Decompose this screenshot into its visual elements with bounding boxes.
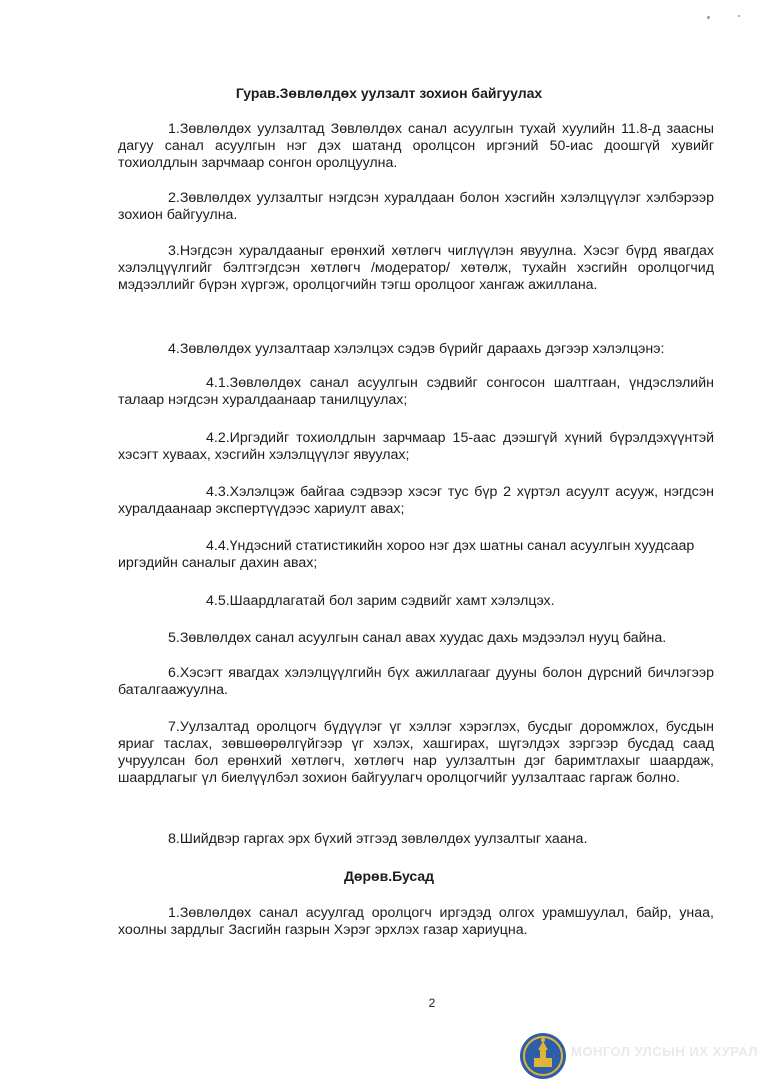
section-3-paragraph-4: 4.Зөвлөлдөх уулзалтаар хэлэлцэх сэдэв бүрийг дараахь дэгээр хэлэлцэнэ:: [168, 341, 665, 357]
section-3-paragraph-2: 2.Зөвлөлдөх уулзалтыг нэгдсэн хуралдаан болон хэсгийн хэлэлцүүлэг хэлбэрээр зохион байгуулна.: [118, 190, 714, 223]
section-3-paragraph-6: 6.Хэсэгт явагдах хэлэлцүүлгийн бүх ажиллагааг дууны болон дүрсний бичлэгээр баталгаажуулна.: [118, 665, 714, 698]
section-4-paragraph-1: 1.Зөвлөлдөх санал асуулгад оролцогч иргэдэд олгох урамшуулал, байр, унаа, хоолны зардлыг Засгийн газрын Хэрэг эрхлэх газар хариуцна.: [118, 905, 714, 938]
footer-watermark-text: МОНГОЛ УЛСЫН ИХ ХУРАЛ: [571, 1044, 758, 1059]
section-3-item-4-5: 4.5.Шаардлагатай бол зарим сэдвийг хамт хэлэлцэх.: [206, 593, 555, 609]
section-3-title: Гурав.Зөвлөлдөх уулзалт зохион байгуулах: [235, 85, 543, 101]
state-emblem-icon: [519, 1032, 567, 1080]
section-3-item-4-2: 4.2.Иргэдийг тохиолдлын зарчмаар 15-аас дээшгүй хүний бүрэлдэхүүнтэй хэсэгт хуваах, хэсгийн хэлэлцүүлэг явуулах;: [118, 430, 714, 463]
scan-speck: [707, 16, 710, 19]
section-3-paragraph-5: 5.Зөвлөлдөх санал асуулгын санал авах хуудас дахь мэдээлэл нууц байна.: [168, 630, 667, 646]
section-4-title: Дөрөв.Бусад: [343, 868, 435, 884]
section-3-paragraph-1: 1.Зөвлөлдөх уулзалтад Зөвлөлдөх санал асуулгын тухай хуулийн 11.8-д заасны дагуу санал асуулгын нэг дэх шатанд оролцсон иргэний 50-иас доошгүй хувийг тохиолдлын зарчмаар сонгон оролцуулна.: [118, 121, 714, 171]
page-number: 2: [428, 996, 436, 1010]
section-3-item-4-4: 4.4.Үндэсний статистикийн хороо нэг дэх шатны санал асуулгын хуудсаар иргэдийн саналыг дахин авах;: [118, 538, 695, 571]
scan-speck: [738, 15, 740, 17]
section-3-paragraph-7: 7.Уулзалтад оролцогч бүдүүлэг үг хэллэг хэрэглэх, бусдыг доромжлох, бусдын яриаг таслах, зөвшөөрөлгүйгээр үг хэлэх, хашгирах, шүгэлдэх зэргээр бусдад саад учруулсан бол ерөнхий хөтлөгч, хөтлөгч нар уулзалтын дэг баримтлахыг шаардаж, шаардлагыг үл биелүүлбэл зохион байгуулагч оролцогчийг уулзалтаас гаргаж болно.: [118, 719, 714, 786]
section-3-item-4-1: 4.1.Зөвлөлдөх санал асуулгын сэдвийг сонгосон шалтгаан, үндэслэлийн талаар нэгдсэн хуралдаанаар танилцуулах;: [118, 375, 714, 408]
section-3-paragraph-3: 3.Нэгдсэн хуралдааныг ерөнхий хөтлөгч чиглүүлэн явуулна. Хэсэг бүрд явагдах хэлэлцүүлгийг бэлтгэгдсэн хөтлөгч /модератор/ хөтөлж, тухайн хэсгийн оролцогчид мэдээллийг бүрэн хүргэж, оролцогчийн тэгш оролцоог хангаж ажиллана.: [118, 243, 714, 293]
section-3-paragraph-8: 8.Шийдвэр гаргах эрх бүхий этгээд зөвлөлдөх уулзалтыг хаана.: [168, 831, 588, 847]
section-3-item-4-3: 4.3.Хэлэлцэж байгаа сэдвээр хэсэг тус бүр 2 хүртэл асуулт асууж, нэгдсэн хуралдаанаар экспертүүдээс хариулт авах;: [118, 484, 714, 517]
